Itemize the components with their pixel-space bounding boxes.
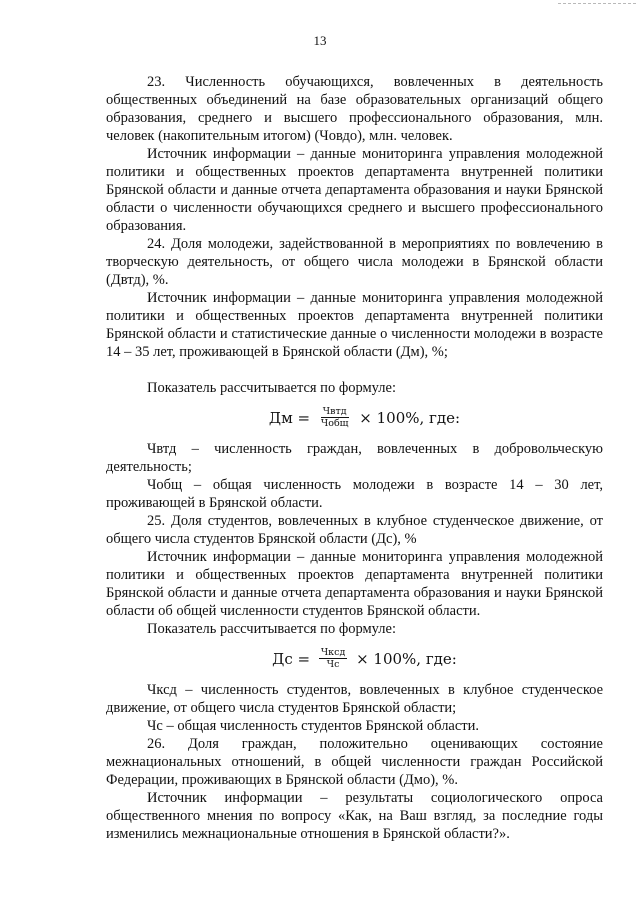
definition-chs: Чс – общая численность студентов Брянской области. — [147, 718, 480, 734]
formula-ds-rhs: × 100%, где: — [351, 649, 457, 668]
formula-1-intro: Показатель рассчитывается по формуле: — [147, 380, 396, 396]
formula-ds-numerator: Чксд — [320, 647, 346, 658]
definition-chvtd: Чвтд – численность граждан, вовлеченных в добровольческую деятельность; — [106, 441, 603, 475]
definition-chksd: Чксд – численность студентов, вовлеченных в клубное студенческое движение, от общего числа студентов Брянской области; — [106, 682, 603, 716]
formula-dm-fraction — [319, 406, 351, 429]
formula-dm-rhs: × 100%, где: — [354, 408, 461, 427]
formula-ds-denominator: Чс — [326, 659, 340, 670]
document-body — [106, 73, 603, 843]
paragraph-25: 25. Доля студентов, вовлеченных в клубное студенческое движение, от общего числа студентов Брянской области (Дс), % — [106, 513, 603, 547]
paragraph-25-source: Источник информации – данные мониторинга управления молодежной политики и общественных проектов департамента внутренней политики Брянской области и данные отчета департамента образования и науки Брянской области об общей численности студентов Брянской области. — [106, 549, 603, 619]
page-number: 13 — [313, 33, 327, 48]
paragraph-24-source: Источник информации – данные мониторинга управления молодежной политики и общественных проектов департамента внутренней политики Брянской области и статистические данные о численности молодежи в возрасте 14 – 35 лет, проживающей в Брянской области (Дм), %; — [106, 290, 603, 360]
formula-ds-fraction — [319, 647, 347, 670]
formula-2-intro: Показатель рассчитывается по формуле: — [147, 621, 396, 637]
formula-dm — [126, 406, 603, 429]
scan-corner-mark — [558, 3, 636, 4]
formula-ds — [126, 647, 603, 670]
paragraph-23-source: Источник информации – данные мониторинга управления молодежной политики и общественных проектов департамента внутренней политики Брянской области и данные отчета департамента образования и науки Брянской области о численности обучающихся среднего и высшего профессионального образования. — [106, 146, 603, 234]
formula-dm-lhs: Дм = — [268, 408, 315, 427]
formula-dm-denominator: Чобщ — [320, 418, 349, 429]
paragraph-24: 24. Доля молодежи, задействованной в мероприятиях по вовлечению в творческую деятельность, от общего числа молодежи в Брянской области (Двтд), %. — [106, 236, 603, 288]
formula-dm-numerator: Чвтд — [322, 406, 347, 417]
paragraph-23: 23. Численность обучающихся, вовлеченных в деятельность общественных объединений на базе образовательных организаций общего образования, среднего и высшего профессионального образования, млн. человек (накопительным итогом) (Човдо), млн. человек. — [106, 74, 603, 144]
formula-ds-lhs: Дс = — [272, 649, 315, 668]
definition-chobsh: Чобщ – общая численность молодежи в возрасте 14 – 30 лет, проживающей в Брянской области. — [106, 477, 603, 511]
paragraph-26-source: Источник информации – результаты социологического опроса общественного мнения по вопросу «Как, на Ваш взгляд, за последние годы изменились межнациональные отношения в Брянской области?». — [106, 790, 603, 842]
paragraph-26: 26. Доля граждан, положительно оценивающих состояние межнациональных отношений, в общей численности граждан Российской Федерации, проживающих в Брянской области (Дмо), %. — [106, 736, 603, 788]
